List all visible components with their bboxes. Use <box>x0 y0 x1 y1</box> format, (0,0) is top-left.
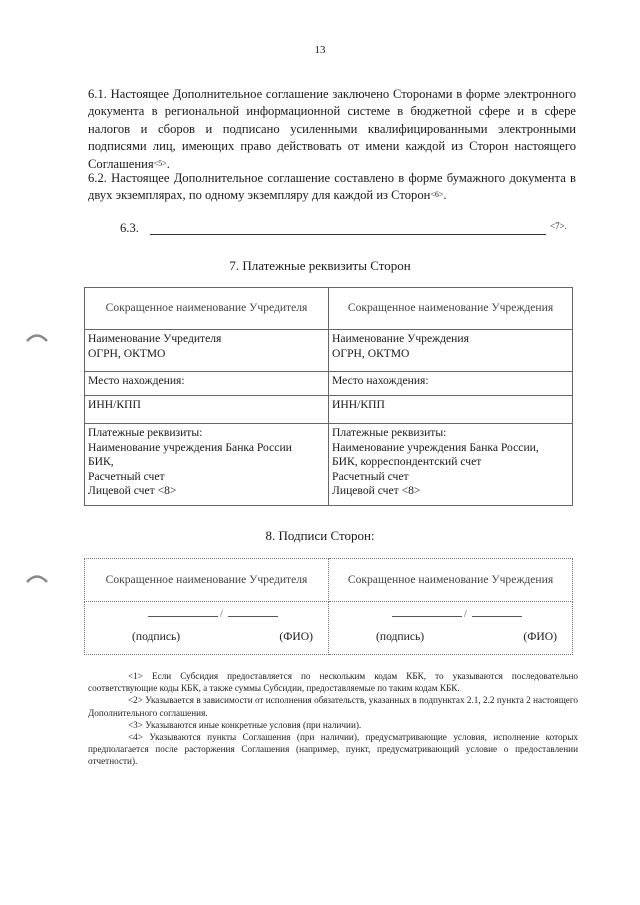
footnote-4: <4> Указываются пункты Соглашения (при наличии), предусматривающие условия, исполнение которых предполагается после расторжения Соглашения (например, пункт, предусматривающий условие о предоставлении отчетности). <box>88 732 578 767</box>
name-blank <box>472 616 522 617</box>
footnote-1: <1> Если Субсидия предоставляется по нескольким кодам КБК, то указываются последовательно соответствующие коды КБК, а также суммы Субсидии, предоставляемые по таким кодам КБК. <box>88 671 578 694</box>
name-caption: (ФИО) <box>523 630 557 643</box>
founder-name-ogrn: Наименование Учредителя ОГРН, ОКТМО <box>85 330 329 372</box>
footnote-ref-7: <7>. <box>550 221 567 231</box>
footnotes <box>88 670 578 768</box>
table-row <box>85 396 573 424</box>
name-caption: (ФИО) <box>279 630 313 643</box>
institution-payment-details: Платежные реквизиты: Наименование учреждения Банка России, БИК, корреспондентский счет Расчетный счет Лицевой счет <8> <box>329 424 573 506</box>
founder-payment-details: Платежные реквизиты: Наименование учреждения Банка России БИК, Расчетный счет Лицевой счет <8> <box>85 424 329 506</box>
payment-details-table <box>84 287 573 506</box>
slash: / <box>464 609 467 620</box>
institution-name-ogrn: Наименование Учреждения ОГРН, ОКТМО <box>329 330 573 372</box>
footnote-ref-5: <5> <box>153 158 167 168</box>
table-row <box>85 372 573 396</box>
founder-header: Сокращенное наименование Учредителя <box>85 288 329 330</box>
founder-signature-header: Сокращенное наименование Учредителя <box>85 559 329 602</box>
institution-inn-kpp: ИНН/КПП <box>329 396 573 424</box>
signatures-table <box>84 558 573 655</box>
institution-location: Место нахождения: <box>329 372 573 396</box>
table-row <box>85 424 573 506</box>
institution-header: Сокращенное наименование Учреждения <box>329 288 573 330</box>
table-row <box>85 559 573 602</box>
paragraph-6-1-text: 6.1. Настоящее Дополнительное соглашение заключено Сторонами в форме электронного документа в региональной информационной системе в бюджетной сфере и в сфере налогов и сборов и подписано усиленными квалифицированными электронными подписями лиц, имеющих право действовать от имени каждой из Сторон настоящего Соглашения <box>88 87 576 171</box>
paragraph-6-3 <box>120 221 580 239</box>
page-number: 13 <box>314 44 326 56</box>
founder-inn-kpp: ИНН/КПП <box>85 396 329 424</box>
name-blank <box>228 616 278 617</box>
footnote-2: <2> Указывается в зависимости от исполнения обязательств, указанных в подпунктах 2.1, 2.2 пункта 2 настоящего Дополнительного соглашения. <box>88 695 578 718</box>
table-row <box>85 602 573 655</box>
table-row <box>85 330 573 372</box>
slash: / <box>220 609 223 620</box>
footnote-3: <3> Указываются иные конкретные условия (при наличии). <box>128 719 362 730</box>
blank-line <box>150 234 546 235</box>
institution-signature-cell <box>329 602 573 655</box>
paragraph-6-3-number: 6.3. <box>120 221 139 235</box>
paragraph-6-1: 6.1. Настоящее Дополнительное соглашение заключено Сторонами в форме электронного документа в региональной информационной системе в бюджетной сфере и в сфере налогов и сборов и подписано усиленными квалифицированными электронными подписями лиц, имеющих право действовать от имени каждой из Сторон настоящего Соглашения$^{<5>}$. <box>88 87 576 171</box>
paragraph-6-2: 6.2. Настоящее Дополнительное соглашение составлено в форме бумажного документа в двух экземплярах, по одному экземпляру для каждой из Сторон$^{<6>}$. <box>88 171 576 203</box>
section-7-title: 7. Платежные реквизиты Сторон <box>229 258 411 273</box>
binding-hole-mark <box>26 332 48 342</box>
founder-signature-cell <box>85 602 329 655</box>
signature-blank <box>148 616 218 617</box>
signature-caption: (подпись) <box>132 630 181 643</box>
section-8-title: 8. Подписи Сторон: <box>265 528 375 543</box>
table-row <box>85 288 573 330</box>
signature-caption: (подпись) <box>376 630 425 643</box>
paragraph-6-2-text: 6.2. Настоящее Дополнительное соглашение составлено в форме бумажного документа в двух экземплярах, по одному экземпляру для каждой из Сторон <box>88 171 576 203</box>
signature-blank <box>392 616 462 617</box>
binding-hole-mark <box>26 573 48 583</box>
institution-signature-header: Сокращенное наименование Учреждения <box>329 559 573 602</box>
footnote-ref-6: <6> <box>430 190 444 200</box>
founder-location: Место нахождения: <box>85 372 329 396</box>
